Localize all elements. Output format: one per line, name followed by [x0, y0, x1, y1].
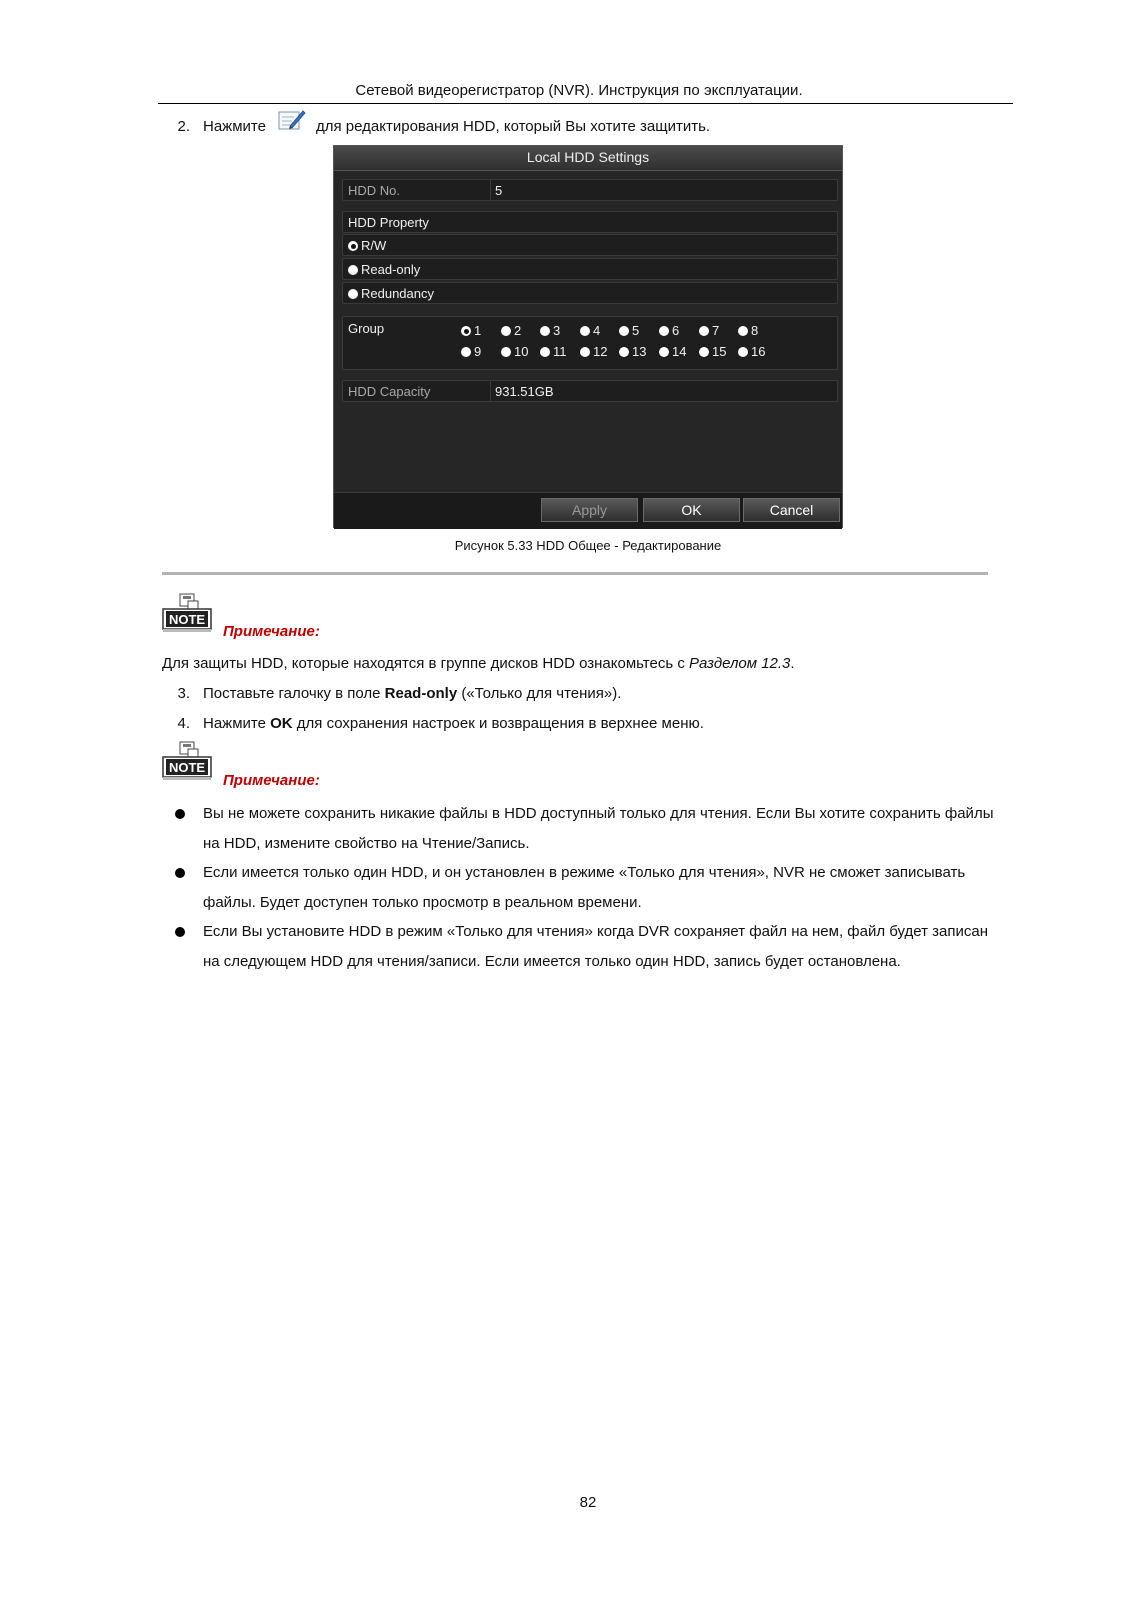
note-2-bullet-2-line-2: файлы. Будет доступен только просмотр в реальном времени. — [203, 894, 642, 911]
ok-button[interactable]: OK — [643, 498, 740, 522]
group-option-9[interactable]: 9 — [461, 344, 481, 359]
group-option-13[interactable]: 13 — [619, 344, 646, 359]
option-read-only-row[interactable] — [342, 258, 838, 280]
group-option-12[interactable]: 12 — [580, 344, 607, 359]
group-option-14[interactable]: 14 — [659, 344, 686, 359]
group-option-15[interactable]: 15 — [699, 344, 726, 359]
note-icon — [162, 593, 212, 639]
step-2-number: 2. — [177, 118, 190, 135]
note-2-bullet-1-line-1: Вы не можете сохранить никакие файлы в HDD доступный только для чтения. Если Вы хотите сохранить файлы — [203, 805, 994, 822]
hdd-property-header — [342, 211, 838, 233]
note-2-bullet-3-line-1: Если Вы установите HDD в режим «Только для чтения» когда DVR сохраняет файл на нем, файл будет записан — [203, 923, 989, 940]
option-rw-label: R/W — [361, 238, 387, 253]
step-4-text: Нажмите OK для сохранения настроек и возвращения в верхнее меню. — [203, 715, 704, 732]
note-2-title: Примечание: — [223, 772, 320, 789]
note-2-bullet-1-line-2: на HDD, измените свойство на Чтение/Запись. — [203, 835, 530, 852]
row-separator — [490, 381, 491, 401]
group-selector — [342, 316, 838, 370]
header-rule — [158, 103, 1013, 104]
radio-read-only[interactable] — [348, 265, 358, 275]
option-read-only-label: Read-only — [361, 262, 421, 277]
hdd-property-label: HDD Property — [348, 215, 429, 230]
hdd-no-label: HDD No. — [348, 183, 401, 198]
note-2-bullet-3-line-2: на следующем HDD для чтения/записи. Если имеется только один HDD, запись будет остановлена. — [203, 953, 901, 970]
radio-rw[interactable] — [348, 241, 358, 251]
hdd-no-value: 5 — [495, 183, 503, 198]
edit-icon — [278, 109, 306, 131]
hdd-no-row — [342, 179, 838, 201]
step-2-text-before: Нажмите — [203, 118, 266, 135]
group-option-3[interactable]: 3 — [540, 323, 560, 338]
step-4-number: 4. — [177, 715, 190, 732]
group-option-8[interactable]: 8 — [738, 323, 758, 338]
group-option-6[interactable]: 6 — [659, 323, 679, 338]
group-option-5[interactable]: 5 — [619, 323, 639, 338]
bullet-dot — [175, 868, 185, 878]
step-3-text: Поставьте галочку в поле Read-only («Только для чтения»). — [203, 685, 622, 702]
svg-text:NOTE: NOTE — [168, 612, 206, 627]
page-header-title: Сетевой видеорегистратор (NVR). Инструкция по эксплуатации. — [355, 82, 803, 99]
dialog-title: Local HDD Settings — [334, 146, 842, 171]
group-option-4[interactable]: 4 — [580, 323, 600, 338]
group-option-11[interactable]: 11 — [540, 344, 567, 359]
figure-caption: Рисунок 5.33 HDD Общее - Редактирование — [454, 538, 722, 553]
step-2-text-after: для редактирования HDD, который Вы хотите защитить. — [316, 118, 711, 135]
bullet-dot — [175, 927, 185, 937]
group-option-7[interactable]: 7 — [699, 323, 719, 338]
note-icon — [162, 741, 212, 787]
option-redundancy-row[interactable] — [342, 282, 838, 304]
step-3-number: 3. — [177, 685, 190, 702]
group-option-2[interactable]: 2 — [501, 323, 521, 338]
section-separator — [162, 572, 988, 575]
hdd-capacity-label: HDD Capacity — [348, 384, 431, 399]
group-label: Group — [348, 321, 385, 336]
page-number: 82 — [579, 1494, 597, 1511]
option-redundancy-label: Redundancy — [361, 286, 434, 301]
group-option-10[interactable]: 10 — [501, 344, 528, 359]
hdd-capacity-row — [342, 380, 838, 402]
option-rw-row[interactable] — [342, 234, 838, 256]
group-option-16[interactable]: 16 — [738, 344, 765, 359]
bullet-dot — [175, 809, 185, 819]
cancel-button[interactable]: Cancel — [743, 498, 840, 522]
note-1-title: Примечание: — [223, 623, 320, 640]
local-hdd-settings-dialog — [333, 145, 843, 528]
apply-button[interactable]: Apply — [541, 498, 638, 522]
hdd-capacity-value: 931.51GB — [495, 384, 554, 399]
radio-redundancy[interactable] — [348, 289, 358, 299]
row-separator — [490, 180, 491, 200]
note-1-text: Для защиты HDD, которые находятся в группе дисков HDD ознакомьтесь с Разделом 12.3. — [162, 655, 795, 672]
svg-text:NOTE: NOTE — [168, 760, 206, 775]
group-option-1[interactable]: 1 — [461, 323, 481, 338]
note-2-bullet-2-line-1: Если имеется только один HDD, и он установлен в режиме «Только для чтения», NVR не сможет записывать — [203, 864, 966, 881]
